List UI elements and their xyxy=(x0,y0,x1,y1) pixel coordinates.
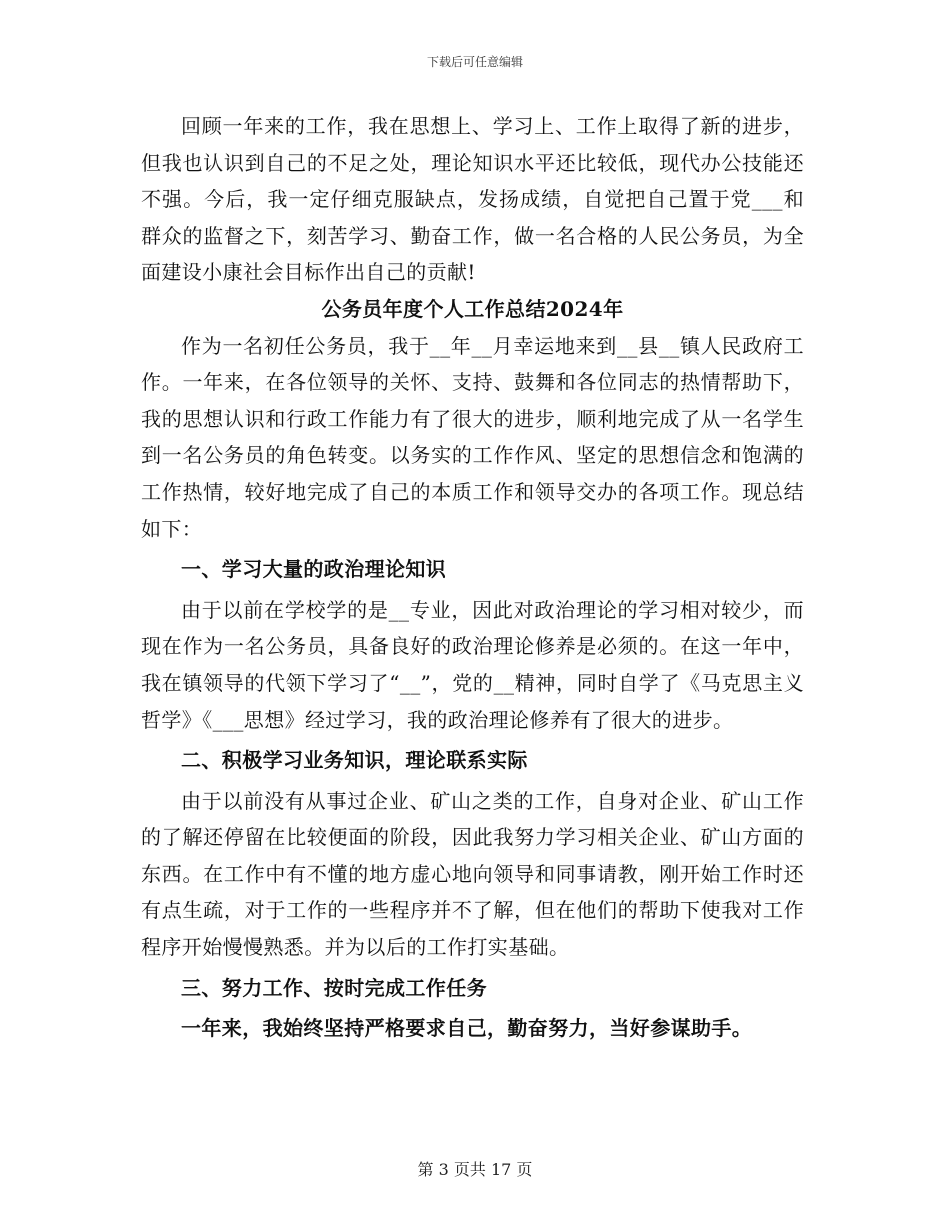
paragraph-intro: 作为一名初任公务员，我于__年__月幸运地来到__县__镇人民政府工作。一年来，在各位领导的关怀、支持、鼓舞和各位同志的热情帮助下，我的思想认识和行政工作能力有了很大的进步，顺利地完成了从一名学生到一名公务员的角色转变。以务实的工作作风、坚定的思想信念和饱满的工作热情，较好地完成了自己的本质工作和领导交办的各项工作。现总结如下： xyxy=(141,333,804,541)
section-heading-1: 一、学习大量的政治理论知识 xyxy=(181,557,447,582)
section-heading-2: 二、积极学习业务知识，理论联系实际 xyxy=(181,748,528,773)
paragraph-work: 一年来，我始终坚持严格要求自己，勤奋努力，当好参谋助手。 xyxy=(181,1016,753,1041)
page-header-note: 下载后可任意编辑 xyxy=(426,55,523,69)
document-title: 公务员年度个人工作总结2024年 xyxy=(321,296,624,321)
document-body xyxy=(141,108,804,1047)
paragraph-business: 由于以前没有从事过企业、矿山之类的工作，自身对企业、矿山工作的了解还停留在比较便面的阶段，因此我努力学习相关企业、矿山方面的东西。在工作中有不懂的地方虚心地向领导和同事请教，刚开始工作时还有点生疏，对于工作的一些程序并不了解，但在他们的帮助下使我对工作程序开始慢慢熟悉。并为以后的工作打实基础。 xyxy=(141,788,804,960)
section-heading-3: 三、努力工作、按时完成工作任务 xyxy=(181,975,487,1000)
paragraph-theory: 由于以前在学校学的是__专业，因此对政治理论的学习相对较少，而现在作为一名公务员，具备良好的政治理论修养是必须的。在这一年中，我在镇领导的代领下学习了“__”，党的__精神，同时自学了《马克思主义哲学》《___思想》经过学习，我的政治理论修养有了很大的进步。 xyxy=(141,597,804,732)
paragraph-review: 回顾一年来的工作，我在思想上、学习上、工作上取得了新的进步，但我也认识到自己的不足之处，理论知识水平还比较低，现代办公技能还不强。今后，我一定仔细克服缺点，发扬成绩，自觉把自己置于党___和群众的监督之下，刻苦学习、勤奋工作，做一名合格的人民公务员，为全面建设小康社会目标作出自己的贡献! xyxy=(141,114,804,285)
page-number: 第 3 页共 17 页 xyxy=(417,1160,533,1179)
